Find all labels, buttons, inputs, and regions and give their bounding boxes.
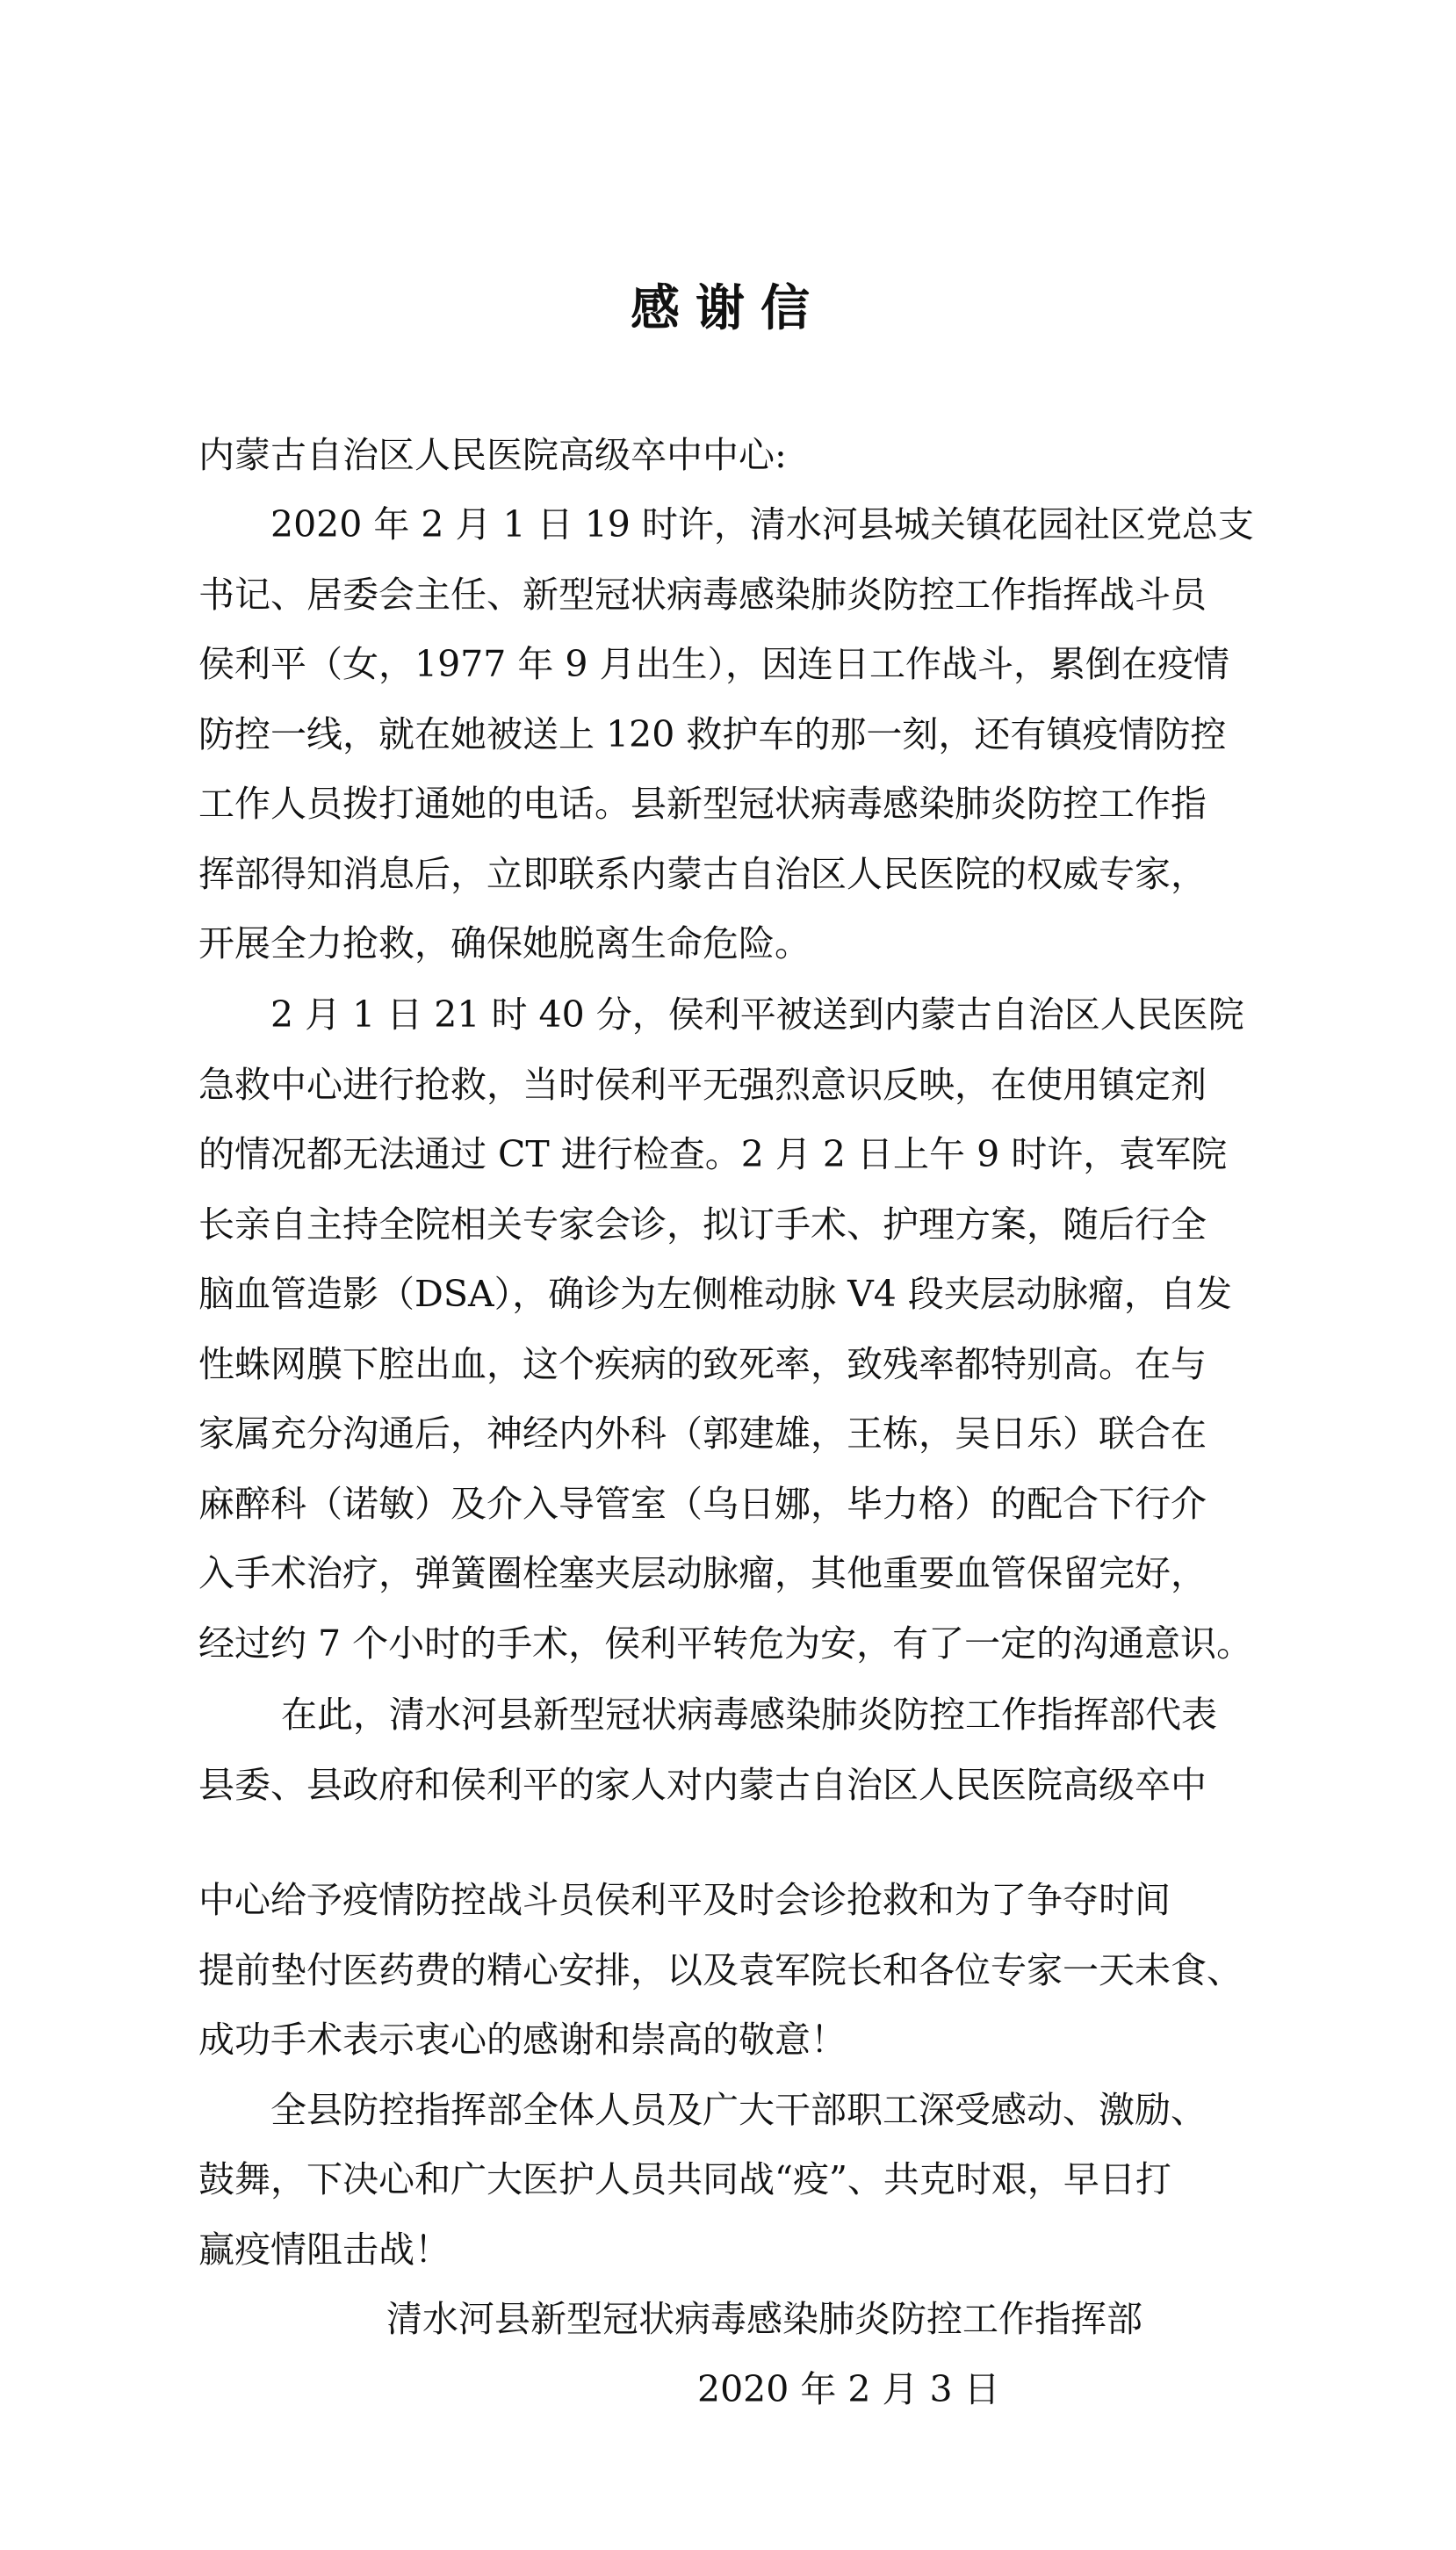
paragraph-1-line-6: 挥部得知消息后，立即联系内蒙古自治区人民医院的权威专家， (198, 853, 1207, 895)
paragraph-2-line-9: 入手术治疗，弹簧圈栓塞夹层动脉瘤，其他重要血管保留完好， (198, 1552, 1207, 1594)
salutation: 内蒙古自治区人民医院高级卒中中心: (198, 434, 787, 476)
letter-date: 2020 年 2 月 3 日 (697, 2368, 1000, 2410)
paragraph-2-line-5: 脑血管造影（DSA），确诊为左侧椎动脉 V4 段夹层动脉瘤，自发 (198, 1273, 1232, 1315)
paragraph-4-line-1: 全县防控指挥部全体人员及广大干部职工深受感动、激励、 (270, 2089, 1207, 2131)
paragraph-3-line-4: 提前垫付医药费的精心安排，以及袁军院长和各位专家一天未食、 (198, 1949, 1243, 1991)
paragraph-2-line-8: 麻醉科（诺敏）及介入导管室（乌日娜，毕力格）的配合下行介 (198, 1483, 1207, 1525)
paragraph-1-line-4: 防控一线，就在她被送上 120 救护车的那一刻，还有镇疫情防控 (198, 713, 1227, 755)
paragraph-1-line-1: 2020 年 2 月 1 日 19 时许，清水河县城关镇花园社区党总支 (270, 503, 1254, 545)
paragraph-4-line-2: 鼓舞，下决心和广大医护人员共同战“疫”、共克时艰，早日打 (198, 2158, 1171, 2200)
paragraph-3-line-2: 县委、县政府和侯利平的家人对内蒙古自治区人民医院高级卒中 (198, 1764, 1207, 1806)
paragraph-2-line-4: 长亲自主持全院相关专家会诊，拟订手术、护理方案，随后行全 (198, 1203, 1207, 1246)
paragraph-1-line-5: 工作人员拨打通她的电话。县新型冠状病毒感染肺炎防控工作指 (198, 783, 1207, 825)
paragraph-2-line-1: 2 月 1 日 21 时 40 分，侯利平被送到内蒙古自治区人民医院 (270, 993, 1244, 1036)
paragraph-2-line-10: 经过约 7 个小时的手术，侯利平转危为安，有了一定的沟通意识。 (198, 1622, 1253, 1665)
letter-title: 感谢信 (631, 279, 825, 337)
paragraph-3-line-3: 中心给予疫情防控战斗员侯利平及时会诊抢救和为了争夺时间 (198, 1879, 1171, 1921)
paragraph-3-line-5: 成功手术表示衷心的感谢和崇高的敬意！ (198, 2019, 847, 2061)
paragraph-4-line-3: 赢疫情阻击战！ (198, 2229, 450, 2271)
paragraph-1-line-3: 侯利平（女，1977 年 9 月出生），因连日工作战斗，累倒在疫情 (198, 643, 1230, 685)
paragraph-2-line-3: 的情况都无法通过 CT 进行检查。2 月 2 日上午 9 时许，袁军院 (198, 1133, 1228, 1175)
paragraph-2-line-6: 性蛛网膜下腔出血，这个疾病的致死率，致残率都特别高。在与 (198, 1343, 1207, 1385)
paragraph-2-line-2: 急救中心进行抢救，当时侯利平无强烈意识反映，在使用镇定剂 (198, 1064, 1207, 1106)
paragraph-3-line-1: 在此，清水河县新型冠状病毒感染肺炎防控工作指挥部代表 (281, 1694, 1217, 1736)
signature: 清水河县新型冠状病毒感染肺炎防控工作指挥部 (386, 2298, 1142, 2340)
paragraph-1-line-7: 开展全力抢救，确保她脱离生命危险。 (198, 922, 811, 964)
paragraph-2-line-7: 家属充分沟通后，神经内外科（郭建雄，王栋，吴日乐）联合在 (198, 1412, 1207, 1455)
paragraph-1-line-2: 书记、居委会主任、新型冠状病毒感染肺炎防控工作指挥战斗员 (198, 574, 1207, 616)
